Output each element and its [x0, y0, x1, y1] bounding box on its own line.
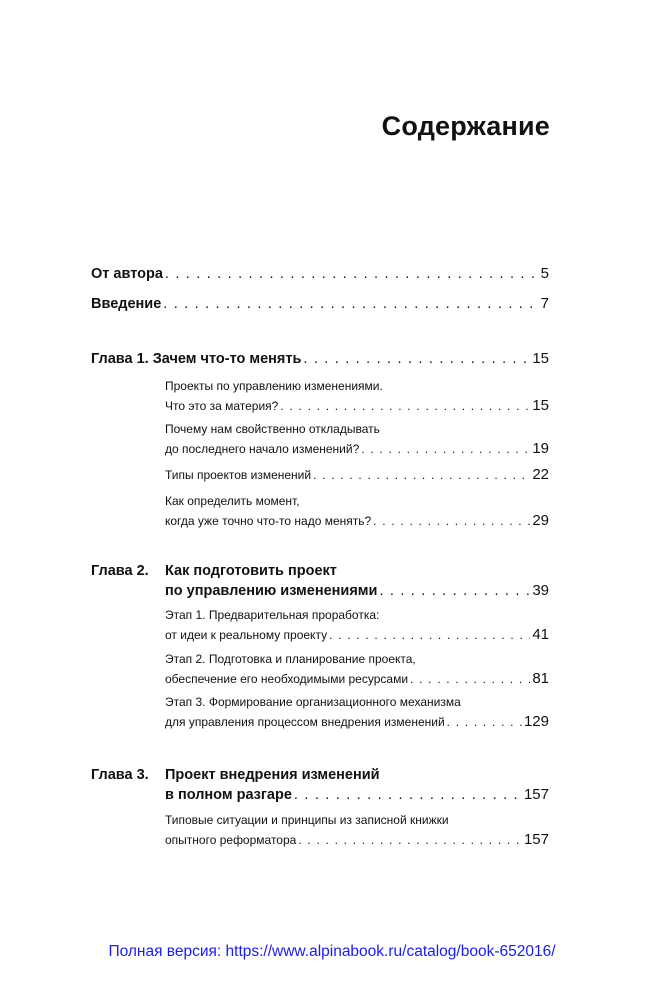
dot-leader [379, 583, 530, 599]
toc-chapter-3[interactable] [165, 786, 549, 803]
toc-page-number: 39 [532, 582, 549, 599]
toc-chapter-2[interactable] [165, 582, 549, 599]
chapter-title: Зачем что-то менять [152, 351, 302, 367]
chapter-title: по управлению изменениями [165, 583, 378, 599]
toc-entry-intro[interactable] [91, 295, 549, 312]
toc-section[interactable] [165, 713, 549, 730]
dot-leader [373, 514, 530, 528]
section-line: Почему нам свойственно откладывать [165, 422, 380, 436]
chapter-title: Как подготовить проект [165, 563, 337, 579]
toc-section[interactable] [165, 831, 549, 848]
section-line: Этап 2. Подготовка и планирование проекта, [165, 652, 416, 666]
section-line: Этап 1. Предварительная проработка: [165, 608, 380, 622]
section-line: Типовые ситуации и принципы из записной книжки [165, 813, 449, 827]
toc-page-number: 22 [532, 466, 549, 483]
toc-page-number: 15 [532, 397, 549, 414]
chapter-title: в полном разгаре [165, 787, 292, 803]
toc-section[interactable] [165, 512, 549, 529]
section-line: Этап 3. Формирование организационного механизма [165, 695, 461, 709]
chapter-title: Проект внедрения изменений [165, 767, 380, 783]
dot-leader [410, 672, 530, 686]
toc-section[interactable] [165, 626, 549, 643]
toc-page-number: 7 [540, 295, 549, 312]
dot-leader [163, 296, 538, 312]
section-line: для управления процессом внедрения изменений [165, 715, 445, 729]
toc-page-number: 157 [523, 786, 549, 803]
section-line: от идеи к реальному проекту [165, 628, 328, 642]
chapter-number: Глава 1. [91, 351, 149, 367]
toc-entry-label: От автора [91, 266, 163, 282]
dot-leader [298, 833, 522, 847]
dot-leader [329, 628, 530, 642]
section-line: Проекты по управлению изменениями. [165, 379, 383, 393]
toc-section[interactable] [165, 440, 549, 457]
dot-leader [313, 468, 530, 482]
toc-page-number: 41 [532, 626, 549, 643]
dot-leader [303, 351, 530, 367]
dot-leader [447, 715, 522, 729]
section-line: Что это за материя? [165, 399, 279, 413]
dot-leader [165, 266, 539, 282]
section-line: до последнего начало изменений? [165, 442, 360, 456]
toc-entry-author[interactable] [91, 265, 549, 282]
toc-section[interactable] [165, 670, 549, 687]
toc-section[interactable] [165, 466, 549, 483]
section-line: Типы проектов изменений [165, 468, 312, 482]
dot-leader [294, 787, 522, 803]
chapter-number: Глава 3. [91, 767, 149, 783]
toc-page-number: 19 [532, 440, 549, 457]
toc-page-number: 15 [532, 350, 549, 367]
full-version-link[interactable]: Полная версия: https://www.alpinabook.ru/catalog/book-652016/ [108, 943, 556, 960]
section-line: Как определить момент, [165, 494, 300, 508]
toc-page-number: 157 [523, 831, 549, 848]
toc-page-number: 5 [540, 265, 549, 282]
toc-chapter-1[interactable] [91, 350, 549, 367]
toc-page-number: 81 [532, 670, 549, 687]
page-title: Содержание [381, 111, 550, 141]
toc-section[interactable] [165, 397, 549, 414]
section-line: когда уже точно что-то надо менять? [165, 514, 372, 528]
toc-page-number: 129 [523, 713, 549, 730]
toc-page-number: 29 [532, 512, 549, 529]
toc-entry-label: Введение [91, 296, 162, 312]
chapter-number: Глава 2. [91, 563, 149, 579]
section-line: обеспечение его необходимыми ресурсами [165, 672, 409, 686]
dot-leader [280, 399, 530, 413]
dot-leader [361, 442, 530, 456]
section-line: опытного реформатора [165, 833, 297, 847]
